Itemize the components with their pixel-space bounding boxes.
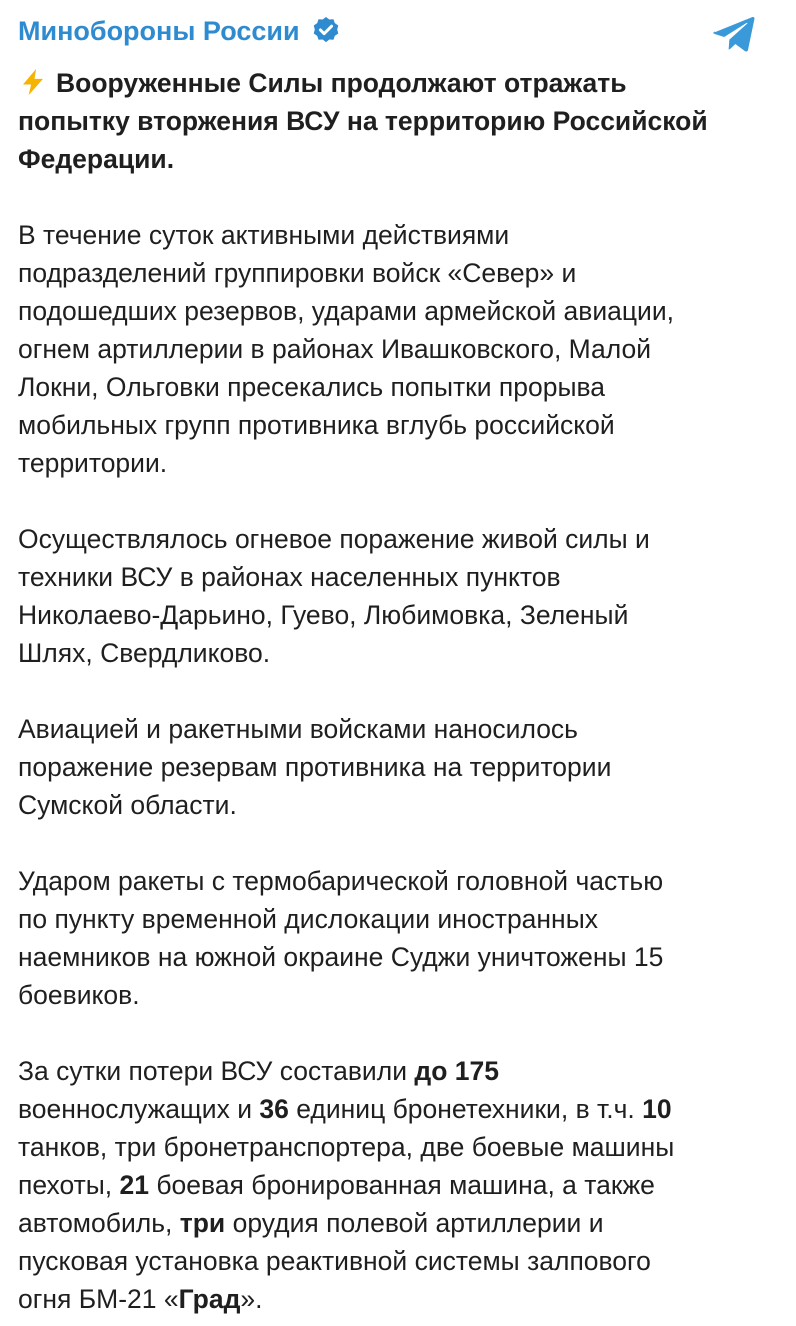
paragraph-line: техники ВСУ в районах населенных пунктов bbox=[18, 562, 561, 592]
paragraph-line: по пункту временной дислокации иностранных bbox=[18, 904, 598, 934]
bold-figure: Град bbox=[178, 1284, 241, 1314]
headline-line: Федерации. bbox=[18, 144, 175, 174]
bold-figure: до 175 bbox=[414, 1056, 499, 1086]
paragraph-line: Ударом ракеты с термобарической головной частью bbox=[18, 866, 664, 896]
paragraph-line: мобильных групп противника вглубь российской bbox=[18, 410, 615, 440]
paragraph-gap bbox=[18, 1014, 778, 1052]
paragraph-line: Сумской области. bbox=[18, 790, 237, 820]
paragraph-gap bbox=[18, 178, 778, 216]
paragraph-line: Николаево-Дарьино, Гуево, Любимовка, Зеленый bbox=[18, 600, 629, 630]
headline-line: попытку вторжения ВСУ на территорию Российской bbox=[18, 106, 708, 136]
bold-figure: три bbox=[179, 1208, 226, 1238]
paragraph-line: огнем артиллерии в районах Ивашковского, Малой bbox=[18, 334, 652, 364]
paragraph-line: Локни, Ольговки пресекались попытки прорыва bbox=[18, 372, 606, 402]
paragraph-line: пусковая установка реактивной системы залпового bbox=[18, 1246, 651, 1276]
paragraph-line: В течение суток активными действиями bbox=[18, 220, 510, 250]
paragraph-line: Осуществлялось огневое поражение живой силы и bbox=[18, 524, 650, 554]
paragraph-gap bbox=[18, 672, 778, 710]
paragraph-line: наемников на южной окраине Суджи уничтожены 15 bbox=[18, 942, 664, 972]
lightning-bolt-icon bbox=[18, 67, 48, 97]
bold-figure: 10 bbox=[642, 1094, 672, 1124]
headline-line: Вооруженные Силы продолжают отражать bbox=[18, 64, 778, 102]
paragraph-line: подошедших резервов, ударами армейской авиации, bbox=[18, 296, 675, 326]
channel-link[interactable] bbox=[18, 10, 342, 52]
verified-badge-icon bbox=[310, 15, 342, 47]
bold-figure: 36 bbox=[259, 1094, 289, 1124]
paragraph-line: танков, три бронетранспортера, две боевые машины bbox=[18, 1132, 675, 1162]
paragraph-line: огня БМ-21 «Град». bbox=[18, 1284, 263, 1314]
paragraph-line: боевиков. bbox=[18, 980, 140, 1010]
paragraph-line: Авиацией и ракетными войсками наносилось bbox=[18, 714, 578, 744]
paragraph-line: пехоты, 21 боевая бронированная машина, а также bbox=[18, 1170, 655, 1200]
paragraph-gap bbox=[18, 824, 778, 862]
post-text bbox=[18, 64, 778, 1318]
paragraph-line: территории. bbox=[18, 448, 168, 478]
channel-name: Минобороны России bbox=[18, 16, 300, 46]
paragraph-gap bbox=[18, 482, 778, 520]
paragraph-line: За сутки потери ВСУ составили до 175 bbox=[18, 1056, 499, 1086]
paragraph-line: военнослужащих и 36 единиц бронетехники, в т.ч. 10 bbox=[18, 1094, 672, 1124]
paragraph-line: поражение резервам противника на территории bbox=[18, 752, 612, 782]
paragraph-line: автомобиль, три орудия полевой артиллерии и bbox=[18, 1208, 604, 1238]
bold-figure: 21 bbox=[119, 1170, 150, 1200]
paragraph-line: Шлях, Свердликово. bbox=[18, 638, 271, 668]
telegram-logo-icon[interactable] bbox=[712, 14, 756, 54]
post-header bbox=[18, 10, 778, 52]
paragraph-line: подразделений группировки войск «Север» и bbox=[18, 258, 577, 288]
